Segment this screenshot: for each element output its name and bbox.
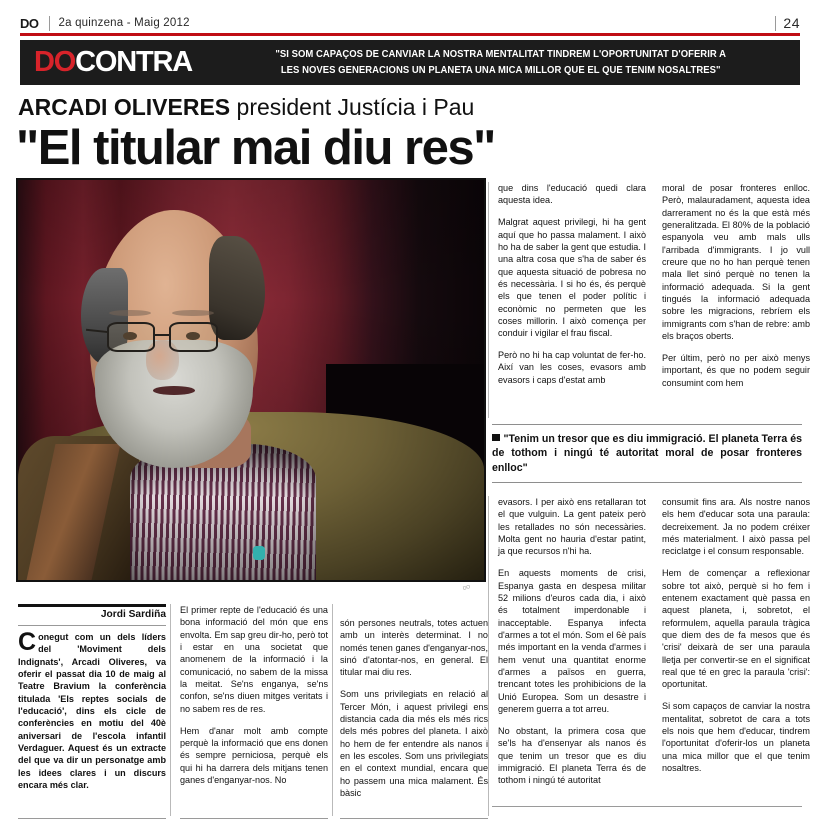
byline-author: Jordi Sardiña — [100, 609, 166, 620]
paragraph: consumit fins ara. Als nostre nanos els hem d'educar sota una paraula: decreixement. Ja no podem créixer més materialment. I això passa pel reciclatge i el consum responsable. — [662, 497, 810, 557]
bottom-rule-3 — [340, 818, 488, 819]
page-title: "El titular mai diu res" — [16, 121, 495, 175]
paragraph: Som uns privilegiats en relació al Tercer Món, i aquest privilegi ens distancia cada dia més els més rics dels més pobres del planeta. I això ho hem de fer entendre als nanos i en les escoles. Som uns privilegiats en el context mundial, encara que ho passem una mica malament. És bàsic — [340, 689, 488, 798]
article-photo — [16, 178, 486, 582]
photo-glasses-lens-right — [169, 322, 218, 352]
docontra-logo-contra: CONTRA — [75, 46, 192, 78]
banner-quote — [213, 47, 778, 79]
paragraph: No obstant, la primera cosa que se'ls ha d'ensenyar als nanos és que tenim un tresor que es diu immigració. El planeta Terra és de tothom i ningú té autoritat — [498, 725, 646, 786]
bottom-rule-right — [492, 806, 802, 807]
text-column-top-1 — [498, 182, 646, 386]
paragraph: El primer repte de l'educació és una bona informació del món que ens envolta. Em sap greu dir-ho, però tot i estar en una societat que anomenem de la informació i la comunicació, no sabem de la missa la meitat. Se'ns enganya, se'ns confon, se'ns diuen mitges veritats i no sabem res de res. — [180, 605, 328, 714]
paragraph: són persones neutrals, totes actuen amb un interès determinat. I no només tenen ganes d'enganyar-nos, sinó d'atontar-nos, en general. El titular mai diu res. — [340, 618, 488, 678]
photo-badge — [253, 546, 265, 560]
banner-quote-line-2: LES NOVES GENERACIONS UN PLANETA UNA MICA MILLOR QUE EL QUE TENIM NOSALTRES" — [280, 64, 721, 76]
column-rule-bottom-1 — [170, 604, 171, 816]
byline-rule-bottom — [18, 625, 166, 626]
paragraph: Conegut com un dels líders del 'Moviment dels Indignats', Arcadi Oliveres, va oferir el passat dia 10 de maig al Teatre Bravium la conferència titulada 'Els reptes socials de l'educació', dins els cicle de conferències en motiu del 40è aniversari de l'escola infantil Verdaguer. Aquest és un extracte del que va dir un personatge amb les idees clares i un discurs encara més clar. — [18, 628, 166, 791]
section-banner — [20, 40, 800, 85]
paragraph: que dins l'educació quedi clara aquesta idea. — [498, 183, 646, 206]
column-rule-top-1 — [488, 182, 489, 418]
page-number: 24 — [783, 15, 800, 31]
paragraph: Però no hi ha cap voluntat de fer-ho. Així van les coses, evasors amb evasors i caps d'estat amb — [498, 350, 646, 385]
photo-mouth — [153, 386, 195, 395]
kicker-name: ARCADI OLIVERES — [18, 94, 231, 120]
text-column-bottom-1 — [18, 628, 166, 791]
pull-quote — [492, 424, 802, 483]
masthead-logo: DO — [20, 15, 39, 31]
banner-quote-line-1: "SI SOM CAPAÇOS DE CANVIAR LA NOSTRA MENTALITAT TINDREM L'OPORTUNITAT D'OFERIR A — [275, 48, 726, 60]
pull-quote-text: "Tenim un tresor que es diu immigració. El planeta Terra és de tothom i ningú té autoritat moral de posar fronteres enlloc" — [492, 433, 802, 474]
masthead-divider-right — [775, 16, 776, 31]
text-column-mid-1 — [498, 496, 646, 787]
text-column-mid-2 — [662, 496, 810, 774]
paragraph: Per últim, però no per això menys important, és que no podem seguir consumint com hem — [662, 352, 810, 388]
paragraph: Hem de començar a reflexionar sobre tot això, perquè si ho fem i entenem exactament què passa en aquest planeta, i, sobretot, el reformulem, aquella paraula tràgica que diem des de fa mesos que és 'crisi' deixarà de ser una paraula lletja per convertir-se en el significat real que té en grec la paraula 'crisi': oportunitat. — [662, 568, 810, 690]
bottom-rule-2 — [180, 818, 328, 819]
bottom-rule-1 — [18, 818, 166, 819]
masthead-divider — [49, 16, 50, 31]
photo-glasses-lens-left — [107, 322, 156, 352]
text-column-top-2 — [662, 182, 810, 389]
text-column-bottom-3 — [340, 617, 488, 799]
red-rule — [20, 33, 800, 36]
kicker-role: president Justícia i Pau — [230, 94, 475, 120]
photo-glasses-bridge — [155, 334, 169, 336]
column-rule-bottom-3 — [488, 604, 489, 816]
docontra-logo — [20, 46, 192, 79]
byline-rule-top — [18, 604, 166, 607]
paragraph: moral de posar fronteres enlloc. Però, malauradament, aquesta idea darrerament no és la que està més generalitzada. El 80% de la població espanyola veu amb mals ulls l'arribada d'immigrants. I jo vull creure que no ho han perquè tenen mala llet sinó perquè no tenen la informació adequada. Si la gent tingués la informació adequada sobre les migracions, rebríem els immigrants com s'han de rebre: amb els braços oberts. — [662, 183, 810, 342]
photo-credit: DO — [462, 583, 472, 593]
column-rule-bottom-2 — [332, 604, 333, 816]
docontra-logo-do: DO — [34, 46, 76, 78]
paragraph: Si som capaços de canviar la nostra mentalitat, sobretot de cara a tots els nois que hem d'educar, tindrem l'oportunitat d'oferir-los un planeta una mica millor que el que tenim nosaltres. — [662, 701, 810, 773]
text-column-bottom-2 — [180, 604, 328, 786]
paragraph: Hem d'anar molt amb compte perquè la informació que ens donen és sempre perniciosa, perquè els qui hi ha darrera dels mitjans tenen ganes d'enganyar-nos. No — [180, 725, 328, 785]
pull-quote-rule-bottom — [492, 482, 802, 483]
article-kicker — [18, 94, 718, 121]
paragraph: En aquests moments de crisi, Espanya gasta en despesa militar 52 milions d'euros cada dia, i això és totalment imperdonable i inacceptable. Espanya infecta d'armes a tot el món. Som el 6è país més important en la venda d'armes i hem venut una quantitat enorme d'armes a països en guerra, trencant totes les prohibicions de la Unió Europea. Som un desastre i generem guerra a tot arreu. — [498, 568, 646, 714]
square-bullet-icon — [492, 434, 500, 442]
paragraph: Malgrat aquest privilegi, hi ha gent aquí que ho passa malament. I això ho ha de saber la gent que estudia. I una altra cosa que s'ha de saber és que aquesta situació de pobresa no és necessària. I si ho és, és perquè els que tenen el poder polític i econòmic no permeten que les coses millorin. I això comença per conduir i vigilar el frau fiscal. — [498, 217, 646, 339]
masthead — [20, 12, 800, 34]
masthead-date: 2a quinzena - Maig 2012 — [58, 17, 190, 29]
paragraph: evasors. I per això ens retallaran tot el que vulguin. La gent pateix però les retallades no són necessàries. Molta gent no hauria d'estar patint, ja que recursos n'hi ha. — [498, 497, 646, 557]
pull-quote-text-wrapper — [492, 425, 802, 475]
